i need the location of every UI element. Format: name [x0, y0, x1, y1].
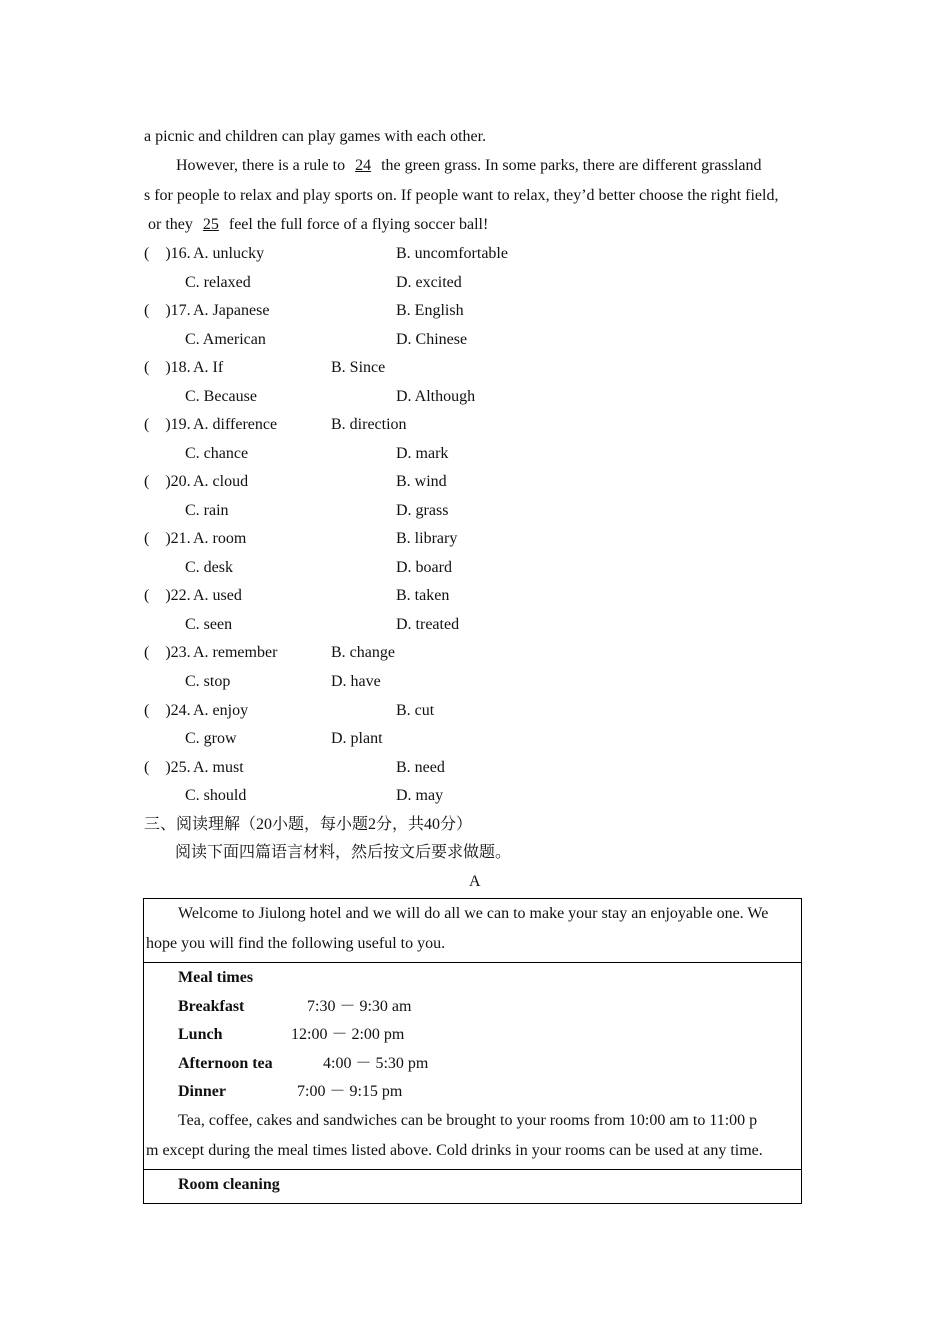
question-number: ( )16.	[144, 245, 191, 262]
meal-times-heading: Meal times	[178, 969, 254, 986]
question-number: ( )18.	[144, 359, 191, 376]
meal-name-dinner: Dinner	[178, 1083, 226, 1100]
option-c: C. should	[185, 787, 247, 804]
option-b: B. library	[396, 530, 458, 547]
option-a: A. must	[193, 759, 244, 776]
section-instruction: 阅读下面四篇语言材料，然后按文后要求做题。	[175, 844, 512, 861]
table-divider	[143, 962, 802, 963]
option-a: A. room	[193, 530, 247, 547]
option-b: B. Since	[331, 359, 386, 376]
hotel-intro-line-2: hope you will find the following useful to you.	[146, 935, 446, 952]
option-c: C. Because	[185, 388, 257, 405]
option-a: A. used	[193, 587, 242, 604]
option-b: B. need	[396, 759, 445, 776]
passage-label: A	[469, 873, 481, 890]
passage-text: the green grass. In some parks, there are different grassland	[377, 157, 762, 174]
meal-time-breakfast: 7:30 － 9:30 am	[307, 998, 412, 1015]
question-number: ( )24.	[144, 702, 191, 719]
option-d: D. grass	[396, 502, 449, 519]
meal-time-lunch: 12:00 － 2:00 pm	[291, 1026, 405, 1043]
option-b: B. taken	[396, 587, 450, 604]
option-b: B. direction	[331, 416, 407, 433]
option-d: D. board	[396, 559, 452, 576]
blank-25: 25	[202, 216, 219, 233]
option-d: D. Chinese	[396, 331, 468, 348]
option-c: C. seen	[185, 616, 233, 633]
option-c: C. chance	[185, 445, 249, 462]
option-d: D. have	[331, 673, 381, 690]
passage-text: feel the full force of a flying soccer ball!	[224, 216, 489, 233]
question-number: ( )23.	[144, 644, 191, 661]
passage-text: or they	[148, 216, 197, 233]
option-b: B. cut	[396, 702, 435, 719]
hotel-intro-line-1: Welcome to Jiulong hotel and we will do all we can to make your stay an enjoyable one. We	[178, 905, 769, 922]
question-number: ( )21.	[144, 530, 191, 547]
passage-line-2	[176, 156, 762, 176]
passage-line-1: a picnic and children can play games with each other.	[144, 128, 487, 145]
meal-note-line-1: Tea, coffee, cakes and sandwiches can be brought to your rooms from 10:00 am to 11:00 p	[178, 1112, 758, 1129]
option-a: A. unlucky	[193, 245, 265, 262]
meal-name-afternoon-tea: Afternoon tea	[178, 1055, 273, 1072]
room-cleaning-heading: Room cleaning	[178, 1176, 280, 1193]
meal-name-breakfast: Breakfast	[178, 998, 245, 1015]
passage-line-3: s for people to relax and play sports on. If people want to relax, they’d better choose the right field,	[144, 187, 779, 204]
option-c: C. relaxed	[185, 274, 251, 291]
option-b: B. wind	[396, 473, 447, 490]
meal-time-afternoon-tea: 4:00 － 5:30 pm	[323, 1055, 429, 1072]
section-title: 三、阅读理解（20小题，每小题2分，共40分）	[144, 816, 473, 833]
option-d: D. plant	[331, 730, 383, 747]
option-d: D. mark	[396, 445, 449, 462]
option-b: B. English	[396, 302, 464, 319]
question-number: ( )22.	[144, 587, 191, 604]
option-d: D. may	[396, 787, 444, 804]
option-a: A. cloud	[193, 473, 249, 490]
meal-time-dinner: 7:00 － 9:15 pm	[297, 1083, 403, 1100]
option-d: D. treated	[396, 616, 460, 633]
option-d: D. excited	[396, 274, 462, 291]
table-divider	[143, 1169, 802, 1170]
option-a: A. remember	[193, 644, 278, 661]
option-c: C. desk	[185, 559, 233, 576]
option-c: C. rain	[185, 502, 229, 519]
option-d: D. Although	[396, 388, 476, 405]
option-a: A. If	[193, 359, 224, 376]
question-number: ( )19.	[144, 416, 191, 433]
passage-text: However, there is a rule to	[176, 157, 350, 174]
option-a: A. difference	[193, 416, 278, 433]
question-number: ( )20.	[144, 473, 191, 490]
meal-name-lunch: Lunch	[178, 1026, 223, 1043]
option-c: C. grow	[185, 730, 237, 747]
option-b: B. change	[331, 644, 395, 661]
meal-note-line-2: m except during the meal times listed above. Cold drinks in your rooms can be used at any time.	[146, 1142, 763, 1159]
option-c: C. American	[185, 331, 266, 348]
option-a: A. enjoy	[193, 702, 249, 719]
question-number: ( )17.	[144, 302, 191, 319]
passage-line-4	[148, 215, 488, 235]
blank-24: 24	[355, 157, 372, 174]
option-b: B. uncomfortable	[396, 245, 508, 262]
option-c: C. stop	[185, 673, 231, 690]
question-number: ( )25.	[144, 759, 191, 776]
option-a: A. Japanese	[193, 302, 270, 319]
